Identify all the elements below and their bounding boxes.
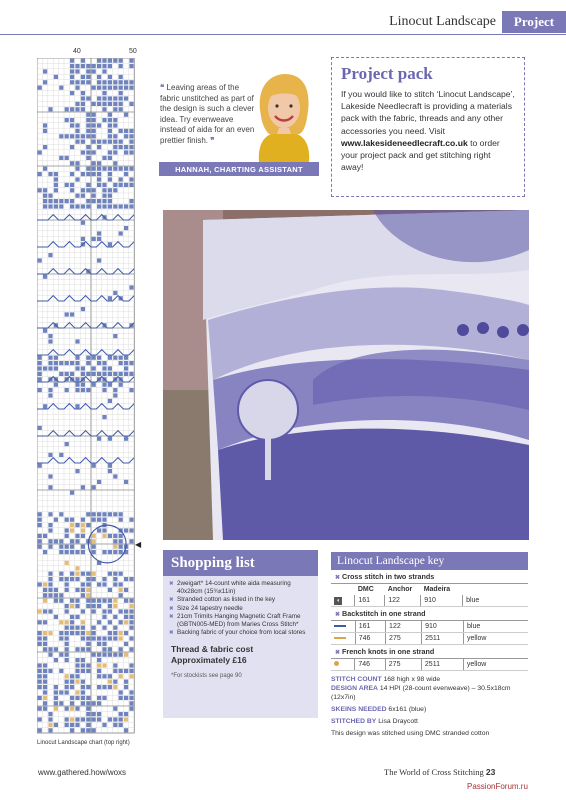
cell: 161 bbox=[355, 621, 385, 633]
quote-credit: HANNAH, CHARTING ASSISTANT bbox=[159, 162, 319, 176]
cell: 122 bbox=[386, 621, 422, 633]
cost-value: Approximately £16 bbox=[171, 655, 247, 666]
key-table bbox=[331, 621, 528, 645]
bullet-icon: ✖ bbox=[335, 612, 341, 618]
cell: 122 bbox=[385, 595, 421, 607]
cell: 275 bbox=[386, 633, 422, 645]
chart-center-arrow-icon: ◀ bbox=[135, 540, 142, 549]
footer-url-link[interactable]: www.gathered.how/woxs bbox=[38, 768, 127, 777]
yellow-dot-icon bbox=[334, 661, 339, 666]
shopping-items bbox=[163, 580, 318, 637]
cell: 910 bbox=[422, 621, 464, 633]
shopping-list-title: Shopping list bbox=[163, 550, 318, 576]
info-label: DESIGN AREA bbox=[331, 685, 378, 692]
cell: 746 bbox=[355, 633, 385, 645]
table-row bbox=[331, 621, 528, 633]
cell: yellow bbox=[464, 633, 528, 645]
stitched-by: Lisa Draycott bbox=[378, 718, 418, 725]
skeins-needed: 6x161 (blue) bbox=[388, 706, 427, 713]
cross-stitch-chart bbox=[37, 48, 135, 738]
section-label: Backstitch in one strand bbox=[342, 609, 426, 618]
section-label: Cross stitch in two strands bbox=[342, 572, 435, 581]
header-rule bbox=[0, 34, 566, 35]
cost-label: Thread & fabric cost bbox=[171, 644, 254, 655]
info-label: SKEINS NEEDED bbox=[331, 706, 387, 713]
blue-line-icon bbox=[334, 625, 346, 627]
project-pack-box bbox=[331, 57, 525, 197]
section-label: French knots in one strand bbox=[342, 647, 435, 656]
watermark: PassionForum.ru bbox=[467, 782, 528, 791]
key-section-backstitch bbox=[331, 607, 528, 621]
chart-caption: Linocut Landscape chart (top right) bbox=[37, 740, 130, 746]
info-label: STITCHED BY bbox=[331, 718, 377, 725]
list-item: ✖ 21cm Trimits Hanging Magnetic Craft Frame (GBTN005-MED) from Maries Cross Stitch* bbox=[169, 613, 312, 629]
list-item: ✖ Backing fabric of your choice from local stores bbox=[169, 629, 312, 637]
key-table bbox=[331, 584, 528, 607]
cell: 746 bbox=[355, 659, 385, 671]
chart-grid bbox=[37, 58, 135, 738]
cross-symbol-icon: ◖ bbox=[334, 597, 342, 605]
cell: 275 bbox=[385, 659, 421, 671]
pack-url-link[interactable]: www.lakesideneedlecraft.co.uk bbox=[341, 137, 468, 148]
thread-note: This design was stitched using DMC stranded cotton bbox=[331, 730, 490, 737]
list-item: ✖ 2weigart* 14-count white aida measuring 40x28cm (15¾x11in) bbox=[169, 580, 312, 596]
page-number: 23 bbox=[485, 767, 496, 777]
design-area: 14 HPI (28-count evenweave) – 30.5x18cm (12x7in) bbox=[331, 685, 511, 701]
chart-col-label: 40 bbox=[73, 48, 81, 55]
chart-key bbox=[331, 552, 528, 738]
key-section-french-knots bbox=[331, 645, 528, 659]
key-section-cross bbox=[331, 570, 528, 584]
open-quote-icon: ❝ bbox=[160, 83, 165, 92]
stockists-note: *For stockists see page 90 bbox=[171, 673, 242, 680]
shopping-list bbox=[163, 550, 318, 718]
bullet-icon: ✖ bbox=[335, 650, 341, 656]
running-header-title: Linocut Landscape bbox=[389, 14, 496, 29]
footer-magazine bbox=[384, 767, 495, 777]
key-table bbox=[331, 659, 528, 671]
section-tab: Project bbox=[502, 11, 566, 33]
table-row bbox=[331, 633, 528, 645]
magazine-name: The World of Cross Stitching bbox=[384, 767, 484, 777]
pack-text: If you would like to stitch ‘Linocut Landscape’, Lakeside Needlecraft is providing a materials pack with the fabric, threads and any other accessories you need. Visit bbox=[341, 89, 515, 136]
quote bbox=[160, 83, 255, 146]
table-row bbox=[331, 595, 528, 607]
bullet-icon: ✖ bbox=[335, 575, 341, 581]
stitched-project-photo bbox=[163, 210, 529, 540]
project-pack-title: Project pack bbox=[341, 64, 433, 83]
col-anchor: Anchor bbox=[387, 586, 413, 593]
cell: 2511 bbox=[422, 633, 464, 645]
yellow-line-icon bbox=[334, 637, 346, 639]
close-quote-icon: ❞ bbox=[210, 135, 215, 145]
pack-text: to order your project pack and get stitching right away! bbox=[341, 137, 500, 173]
col-dmc: DMC bbox=[357, 586, 374, 593]
cell: 2511 bbox=[421, 659, 463, 671]
portrait-image bbox=[245, 68, 323, 163]
cell: yellow bbox=[463, 659, 528, 671]
list-item: ✖ Stranded cotton as listed in the key bbox=[169, 596, 312, 604]
cell: blue bbox=[463, 595, 528, 607]
project-pack-body bbox=[341, 88, 515, 173]
stitch-count: 168 high x 98 wide bbox=[383, 676, 441, 683]
quote-text: Leaving areas of the fabric unstitched as part of the design is such a clever idea. Try evenweave instead of aida for an even prettier finish. bbox=[160, 83, 255, 145]
info-label: STITCH COUNT bbox=[331, 676, 382, 683]
chart-col-label: 50 bbox=[129, 48, 137, 55]
key-info bbox=[331, 675, 528, 738]
list-item: ✖ Size 24 tapestry needle bbox=[169, 605, 312, 613]
table-row bbox=[331, 659, 528, 671]
cell: blue bbox=[464, 621, 528, 633]
cell: 910 bbox=[421, 595, 463, 607]
key-title: Linocut Landscape key bbox=[331, 552, 528, 570]
cell: 161 bbox=[355, 595, 385, 607]
col-madeira: Madeira bbox=[423, 586, 451, 593]
